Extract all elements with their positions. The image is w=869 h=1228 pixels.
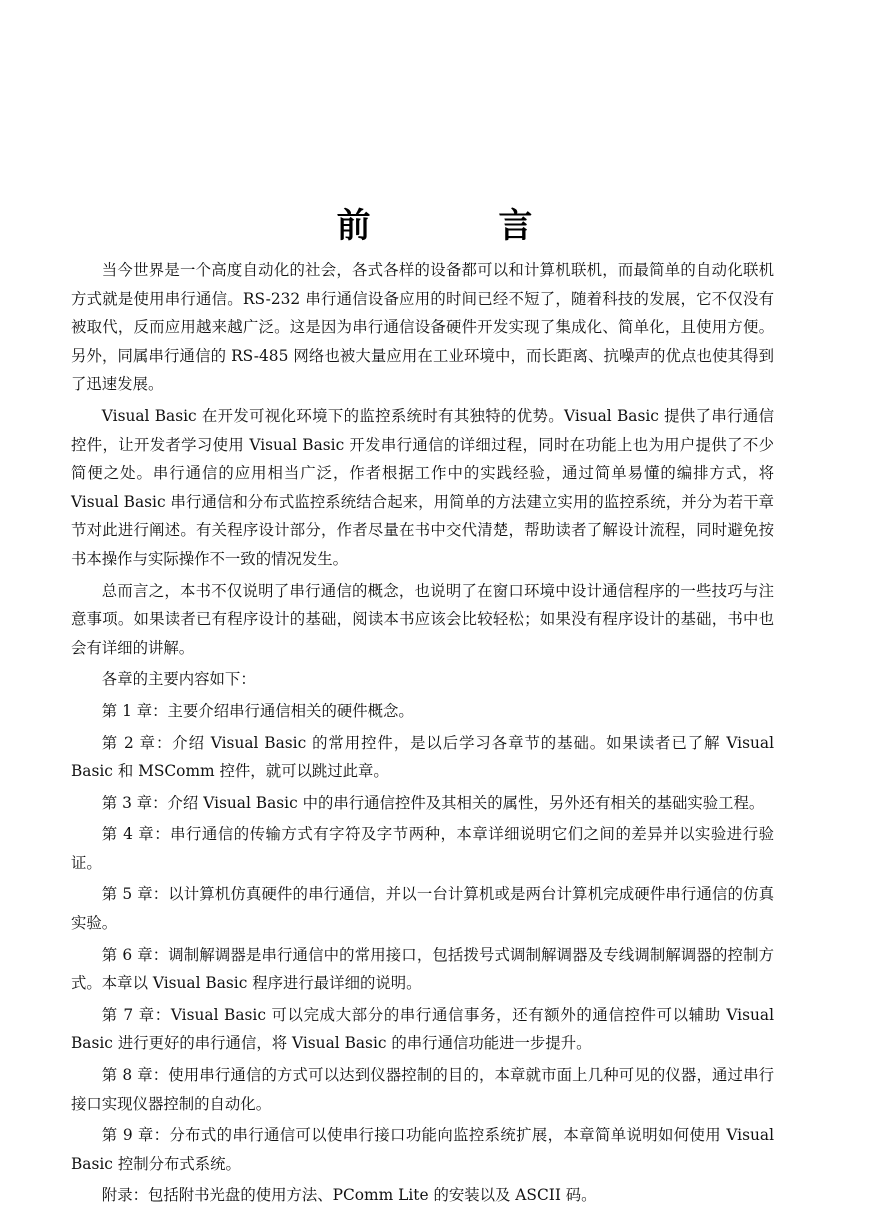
paragraph-chapter-4: 第 4 章：串行通信的传输方式有字符及字节两种，本章详细说明它们之间的差异并以实验进行验证。 xyxy=(71,825,774,872)
paragraph-intro: 当今世界是一个高度自动化的社会，各式各样的设备都可以和计算机联机，而最简单的自动化联机方式就是使用串行通信。RS-232 串行通信设备应用的时间已经不短了，随着科技的发展，它不仅没有被取代，反而应用越来越广泛。这是因为串行通信设备硬件开发实现了集成化、简单化，且使用方便。另外，同属串行通信的 RS-485 网络也被大量应用在工业环境中，而长距离、抗噪声的优点也使其得到了迅速发展。 xyxy=(71,261,774,394)
paragraph-chapter-7: 第 7 章：Visual Basic 可以完成大部分的串行通信事务，还有额外的通信控件可以辅助 Visual Basic 进行更好的串行通信，将 Visual Basic 的串行通信功能进一步提升。 xyxy=(71,1005,774,1053)
paragraph-chapter-2: 第 2 章：介绍 Visual Basic 的常用控件，是以后学习各章节的基础。如果读者已了解 Visual Basic 和 MSComm 控件，就可以跳过此章。 xyxy=(71,733,774,781)
paragraph-chapter-heading: 各章的主要内容如下： xyxy=(101,670,256,689)
paragraph-chapter-6: 第 6 章：调制解调器是串行通信中的常用接口，包括拨号式调制解调器及专线调制解调器的控制方式。本章以 Visual Basic 程序进行最详细的说明。 xyxy=(71,945,774,993)
page-title: 前 言 xyxy=(336,205,591,246)
paragraph-chapter-3: 第 3 章：介绍 Visual Basic 中的串行通信控件及其相关的属性，另外还有相关的基础实验工程。 xyxy=(101,793,765,812)
preface-body xyxy=(71,256,774,1213)
paragraph-chapter-5: 第 5 章：以计算机仿真硬件的串行通信，并以一台计算机或是两台计算机完成硬件串行通信的仿真实验。 xyxy=(71,885,774,933)
paragraph-chapter-1: 第 1 章：主要介绍串行通信相关的硬件概念。 xyxy=(101,701,414,720)
paragraph-chapter-8: 第 8 章：使用串行通信的方式可以达到仪器控制的目的，本章就市面上几种可见的仪器，通过串行接口实现仪器控制的自动化。 xyxy=(71,1066,774,1113)
paragraph-visual-basic: Visual Basic 在开发可视化环境下的监控系统时有其独特的优势。Visual Basic 提供了串行通信控件，让开发者学习使用 Visual Basic 开发串行通信的详细过程，同时在功能上也为用户提供了不少简便之处。串行通信的应用相当广泛，作者根据工作中的实践经验，通过简单易懂的编排方式，将 Visual Basic 串行通信和分布式监控系统结合起来，用简单的方法建立实用的监控系统，并分为若干章节对此进行阐述。有关程序设计部分，作者尽量在书中交代清楚，帮助读者了解设计流程，同时避免按书本操作与实际操作不一致的情况发生。 xyxy=(71,406,774,568)
paragraph-summary: 总而言之，本书不仅说明了串行通信的概念，也说明了在窗口环境中设计通信程序的一些技巧与注意事项。如果读者已有程序设计的基础，阅读本书应该会比较轻松；如果没有程序设计的基础，书中也会有详细的讲解。 xyxy=(71,581,774,657)
paragraph-appendix: 附录：包括附书光盘的使用方法、PComm Lite 的安装以及 ASCII 码。 xyxy=(101,1186,597,1205)
paragraph-chapter-9: 第 9 章：分布式的串行通信可以使串行接口功能向监控系统扩展，本章简单说明如何使用 Visual Basic 控制分布式系统。 xyxy=(71,1126,774,1173)
